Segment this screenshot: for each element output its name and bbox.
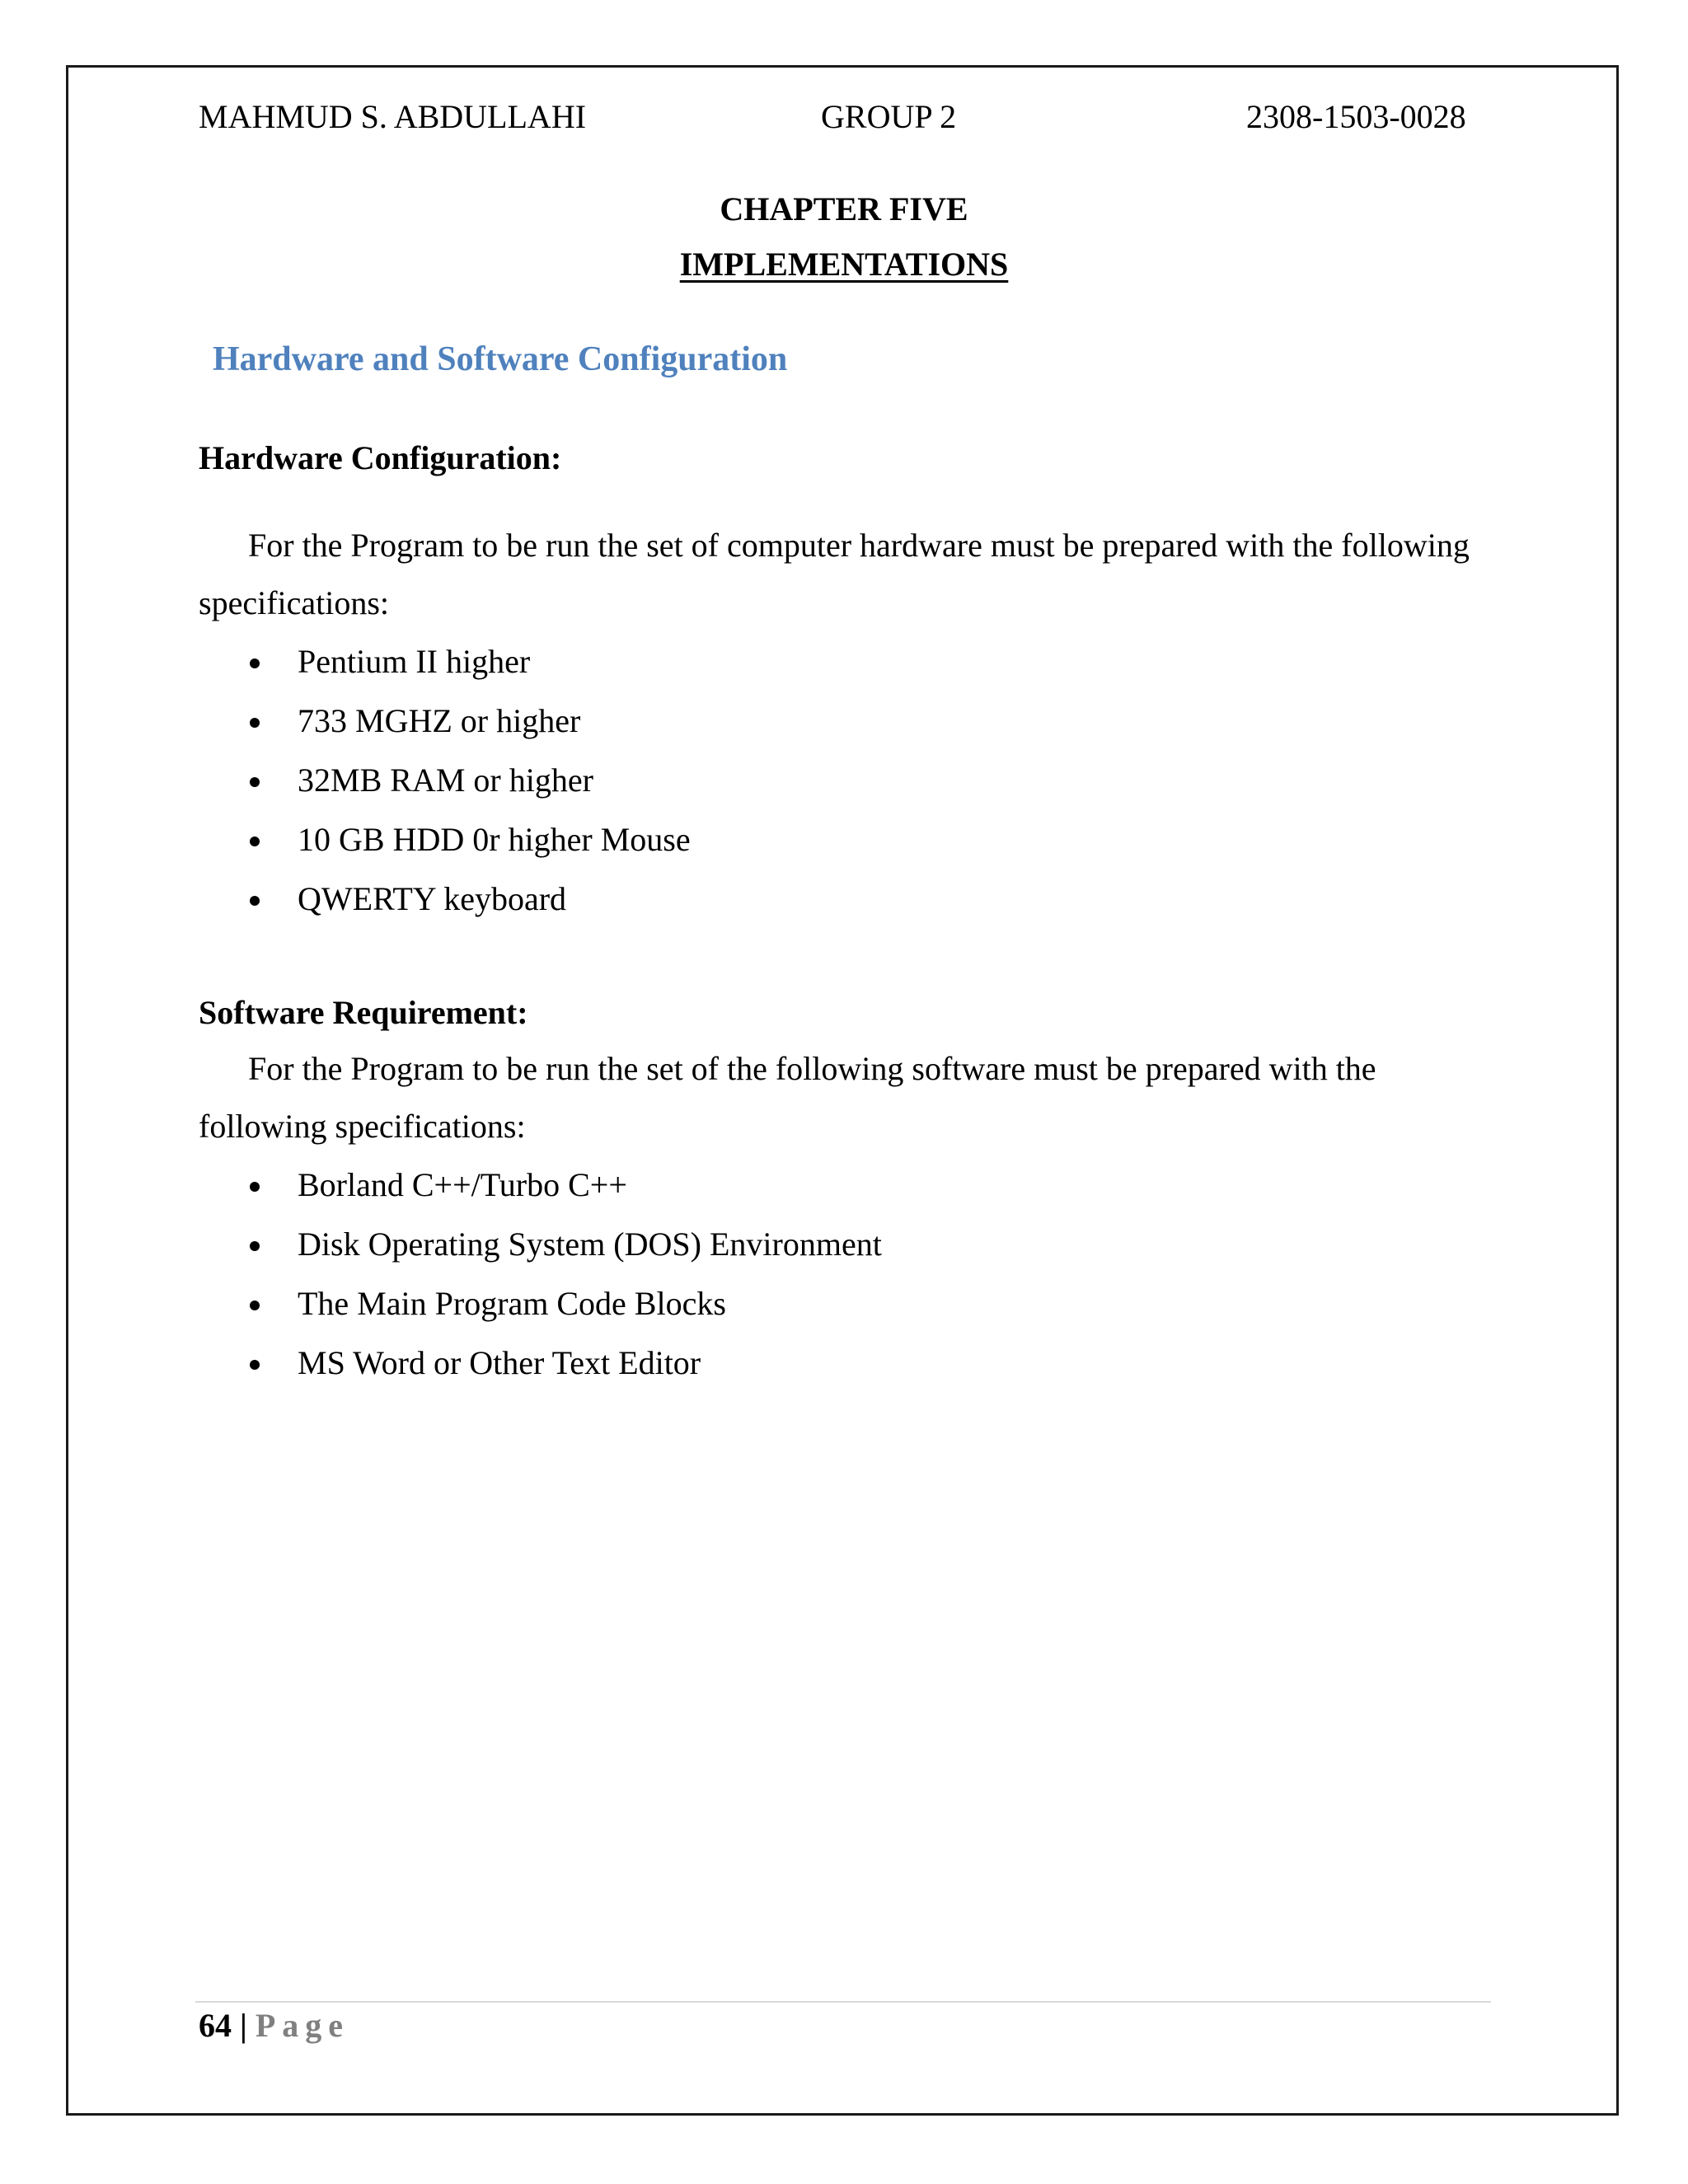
software-intro: For the Program to be run the set of the following software must be prepared with the following specifications: xyxy=(199,1050,1376,1145)
bullet-icon xyxy=(250,837,260,846)
list-item: MS Word or Other Text Editor xyxy=(199,1333,882,1393)
bullet-icon xyxy=(250,1241,260,1251)
list-item: 733 MGHZ or higher xyxy=(199,691,691,751)
chapter-title: IMPLEMENTATIONS xyxy=(679,246,1009,283)
list-item: 10 GB HDD 0r higher Mouse xyxy=(199,810,691,869)
hardware-list xyxy=(199,632,691,929)
header-author: MAHMUD S. ABDULLAHI xyxy=(199,98,587,135)
bullet-icon xyxy=(250,1301,260,1310)
bullet-icon xyxy=(250,1360,260,1370)
list-item: 32MB RAM or higher xyxy=(199,751,691,810)
hardware-heading: Hardware Configuration: xyxy=(199,439,562,476)
footer-rule xyxy=(195,2001,1491,2003)
bullet-icon xyxy=(250,896,260,906)
list-item: Pentium II higher xyxy=(199,632,691,691)
software-list xyxy=(199,1155,882,1393)
page-number: 64 xyxy=(199,2007,232,2044)
page-footer xyxy=(199,2006,349,2045)
header-id: 2308-1503-0028 xyxy=(1246,98,1466,135)
list-item: The Main Program Code Blocks xyxy=(199,1274,882,1333)
section-title: Hardware and Software Configuration xyxy=(213,340,788,378)
chapter-number: CHAPTER FIVE xyxy=(720,190,968,227)
header-group: GROUP 2 xyxy=(821,98,957,135)
bullet-icon xyxy=(250,1182,260,1192)
bullet-icon xyxy=(250,718,260,728)
software-heading: Software Requirement: xyxy=(199,994,528,1031)
hardware-intro: For the Program to be run the set of computer hardware must be prepared with the following specifications: xyxy=(199,527,1470,621)
bullet-icon xyxy=(250,777,260,787)
page-label: Page xyxy=(255,2007,349,2044)
list-item: Borland C++/Turbo C++ xyxy=(199,1155,882,1215)
footer-separator: | xyxy=(240,2007,247,2044)
list-item: Disk Operating System (DOS) Environment xyxy=(199,1215,882,1274)
bullet-icon xyxy=(250,658,260,668)
chapter-title-wrap xyxy=(0,245,1688,284)
list-item: QWERTY keyboard xyxy=(199,869,691,929)
